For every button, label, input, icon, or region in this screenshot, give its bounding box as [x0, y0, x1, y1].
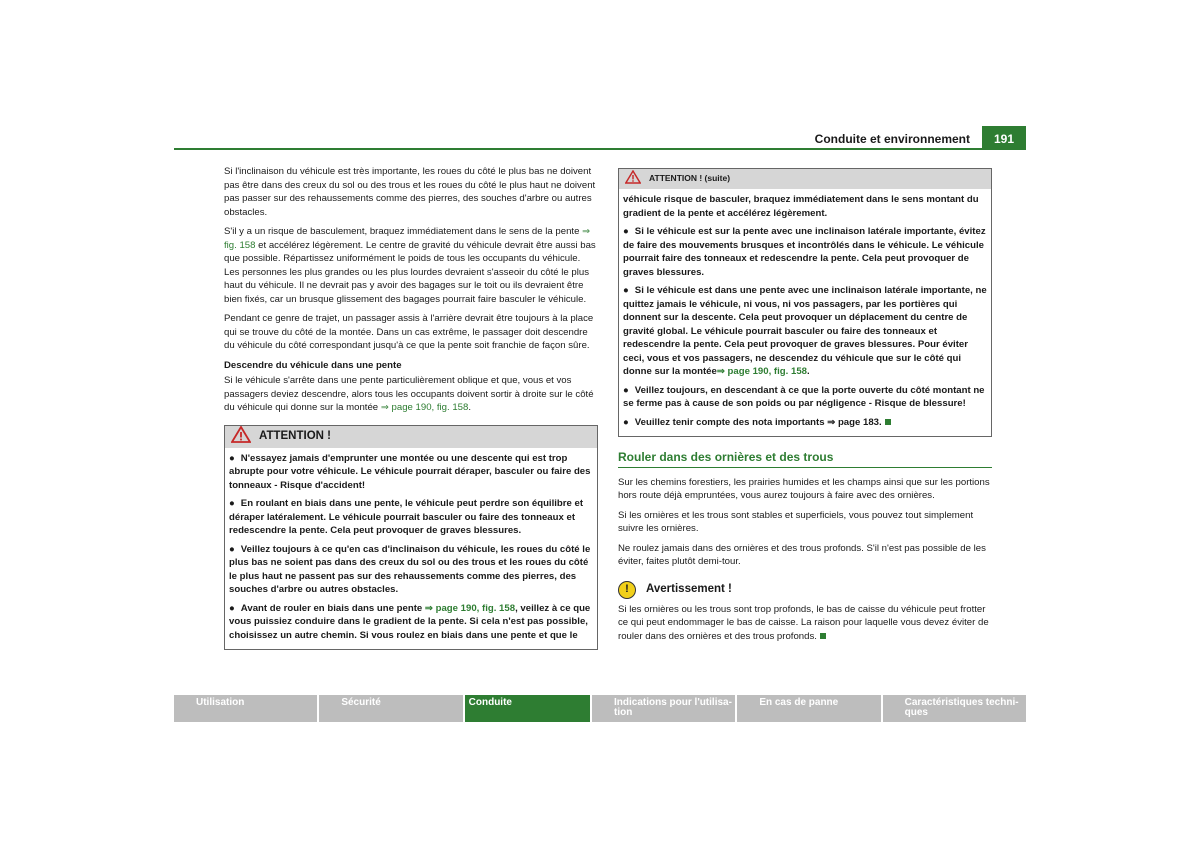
paragraph: véhicule risque de basculer, braquez immédiatement dans le sens montant du gradient de la pente et accélérez légèrement.: [623, 194, 979, 219]
subheading: Descendre du véhicule dans une pente: [224, 359, 402, 371]
warning-continued-title: ATTENTION ! (suite): [649, 173, 731, 184]
notice-header: [618, 581, 992, 599]
page-link[interactable]: ⇒ page 190, fig. 158: [424, 602, 516, 614]
paragraph: Pendant ce genre de trajet, un passager assis à l'arrière devrait être toujours à la place qui se trouve du côté de la montée. Dans un cas extrême, le passager doit descendre du véhicule du côté correspondant jusqu'à ce que la pente soit franchie de façon sûre.: [224, 313, 594, 351]
warning-triangle-icon: [231, 426, 251, 448]
tab-securite[interactable]: Sécurité: [319, 695, 462, 722]
list-item: ● Si le véhicule est dans une pente avec une inclinaison latérale importante, ne quittez jamais le véhicule, ni vous, ni vos passagers, par les portières qui donnent sur la descente. Cela peut provoquer un déplacement du centre de gravité global. Le véhicule pourrait basculer ou faire des tonneaux et redescendre la pente. Cela peut provoquer de graves blessures. Pour éviter ceci, vous et vos passagers, ne descendez du véhicule que sur le côté qui donne sur la montée⇒ page 190, fig. 158.: [623, 285, 987, 377]
list-item: ● Avant de rouler en biais dans une pente ⇒ page 190, fig. 158, veillez à ce que vous puissiez conduire dans le gradient de la pente. Si cela n'est pas possible, choisissez un autre chemin. Si vous roulez en biais dans une pente et que le: [229, 602, 591, 641]
warning-header: [225, 426, 597, 448]
left-column: [224, 165, 598, 650]
tab-conduite[interactable]: Conduite: [465, 695, 590, 722]
list-item: ● En roulant en biais dans une pente, le véhicule peut perdre son équilibre et déraper latéralement. Le véhicule pourrait basculer ou faire des tonneaux et redescendre la pente. Cela peut provoquer de graves blessures.: [229, 498, 584, 536]
paragraph: Ne roulez jamais dans des ornières et des trous profonds. S'il n'est pas possible de les éviter, faites plutôt demi-tour.: [618, 542, 986, 567]
list-item: ● Veillez toujours à ce qu'en cas d'inclinaison du véhicule, les roues du côté le plus bas ne soient pas dans des creux du sol ou des trous et les roues du côté le plus haut ne passent pas sur des rehaussements comme des pierres, des souches d'arbre ou autres obstacles.: [229, 543, 591, 595]
list-item: ● Si le véhicule est sur la pente avec une inclinaison latérale importante, évitez de faire des mouvements brusques et incontrôlés dans le véhicule. Le véhicule pourrait faire des tonneaux et redescendre la pente. Cela peut provoquer de graves blessures.: [623, 226, 986, 278]
warning-title: ATTENTION !: [259, 429, 331, 442]
warning-triangle-icon: [625, 170, 641, 189]
tab-caracteristiques[interactable]: Caractéristiques techni- ques: [883, 695, 1026, 722]
section-rule: [618, 467, 992, 468]
warning-continued-body: [619, 189, 991, 436]
notice-text: Si les ornières ou les trous sont trop profonds, le bas de caisse du véhicule peut frotter ce qui peut endommager le bas de caisse. La raison pour laquelle vous devez éviter de rouler dans des ornières et des trous profonds.: [618, 603, 989, 642]
list-item: ● N'essayez jamais d'emprunter une montée ou une descente qui est trop abrupte pour votre véhicule. Le véhicule pourrait déraper, basculer ou faire des tonneaux - Risque d'accident!: [229, 452, 591, 491]
warning-body: [225, 448, 597, 650]
exclamation-circle-icon: !: [618, 581, 636, 599]
paragraph: Sur les chemins forestiers, les prairies humides et les champs ainsi que sur les portions hors route déjà empruntées, vous aurez toujours à faire avec des ornières.: [618, 476, 990, 501]
page-link[interactable]: ⇒ page 190, fig. 158: [716, 366, 807, 377]
paragraph: Si les ornières et les trous sont stables et superficiels, vous pouvez tout simplement suivre les ornières.: [618, 509, 974, 534]
page-link[interactable]: ⇒ page 190, fig. 158: [380, 402, 469, 413]
end-mark-icon: [820, 633, 826, 639]
notice-title: Avertissement !: [646, 582, 732, 595]
list-item: ● Veuillez tenir compte des nota importants ⇒ page 183.: [623, 416, 987, 430]
list-item: ● Veillez toujours, en descendant à ce que la porte ouverte du côté montant ne se ferme pas à cause de son poids ou par négligence - Risque de blessure!: [623, 384, 985, 409]
section-title: Rouler dans des ornières et des trous: [618, 450, 834, 464]
running-header-title: Conduite et environnement: [814, 132, 970, 146]
tab-en-cas-de-panne[interactable]: En cas de panne: [737, 695, 880, 722]
tab-indications[interactable]: Indications pour l'utilisa- tion: [592, 695, 735, 722]
paragraph: Si le véhicule s'arrête dans une pente particulièrement oblique et que, vous et vos passagers deviez descendre, alors tous les occupants doivent sortir à droite sur le côté du véhicule qui donne sur la montée ⇒ page 190, fig. 158.: [224, 375, 594, 413]
right-column: [618, 168, 992, 649]
paragraph: S'il y a un risque de basculement, braquez immédiatement dans le sens de la pente ⇒ fig. 158 et accélérez légèrement. Le centre de gravité du véhicule devrait être aussi bas que possible. Répartissez uniformément le poids de tous les occupants du véhicule. Les personnes les plus grandes ou les plus lourdes devraient s'asseoir du côté le plus haut du véhicule. Il ne devrait pas y avoir des bagages sur le toit ou ils devraient être bien fixés, car un brusque glissement des bagages pourrait faire basculer le véhicule.: [224, 226, 596, 305]
chapter-tabs: [174, 695, 1026, 722]
tab-utilisation[interactable]: Utilisation: [174, 695, 317, 722]
figure-link[interactable]: ⇒ fig. 158: [224, 226, 591, 251]
end-mark-icon: [885, 419, 891, 425]
paragraph: Si l'inclinaison du véhicule est très importante, les roues du côté le plus bas ne doivent pas être dans des creux du sol ou des trous et les roues du côté le plus haut ne doivent pas passer sur des rehaussements comme des pierres, des souches d'arbre ou autres obstacles.: [224, 166, 596, 218]
header-rule: [174, 148, 1026, 150]
warning-continued-header: [619, 169, 991, 189]
warning-box: [224, 425, 598, 651]
page-number: 191: [982, 126, 1026, 148]
warning-continued-box: [618, 168, 992, 437]
